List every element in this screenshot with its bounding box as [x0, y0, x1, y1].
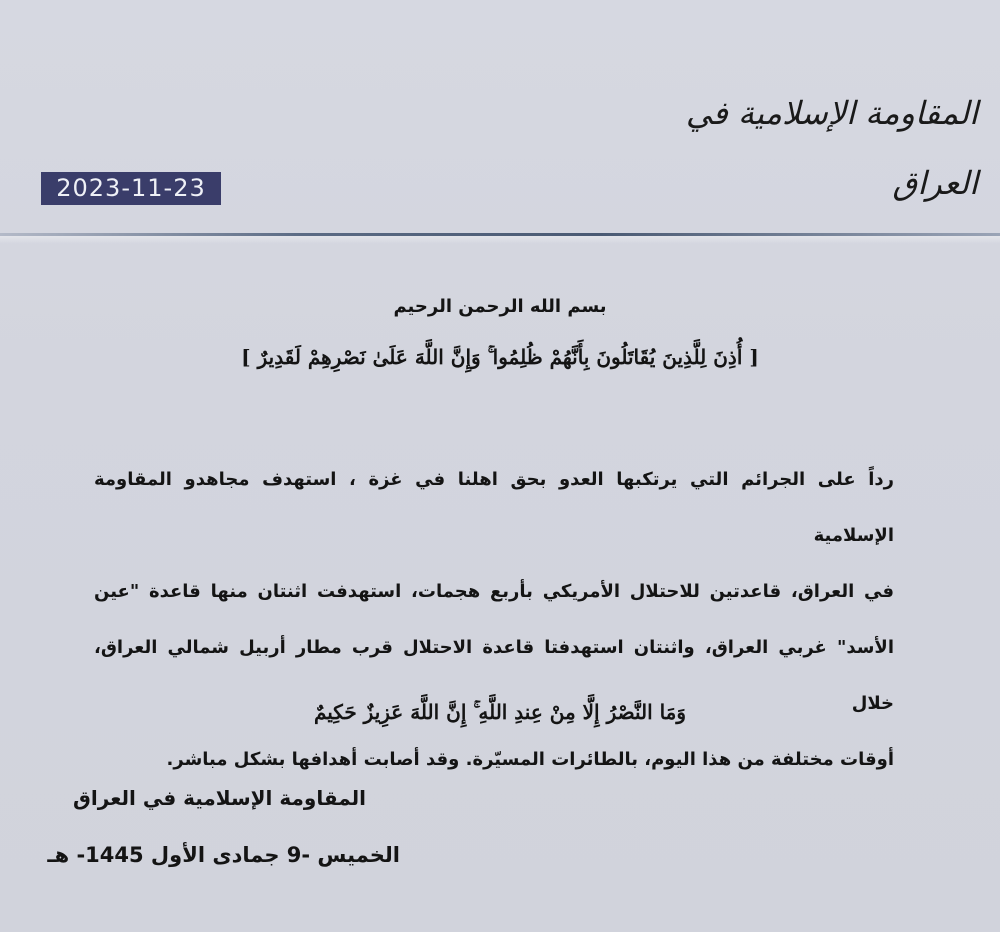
- body-line: في العراق، قاعدتين للاحتلال الأمريكي بأربع هجمات، استهدفت اثنتان منها قاعدة "عين: [94, 581, 894, 602]
- basmala: بسم الله الرحمن الرحيم: [393, 296, 607, 317]
- hijri-date: الخميس -9 جمادى الأول 1445- هـ: [47, 843, 400, 867]
- opening-verse: [ أُذِنَ لِلَّذِينَ يُقَاتَلُونَ بِأَنَّهُمْ ظُلِمُوا ۚ وَإِنَّ اللَّهَ عَلَىٰ نَصْرِهِمْ لَقَدِيرٌ ]: [241, 345, 759, 369]
- body-line: رداً على الجرائم التي يرتكبها العدو بحق اهلنا في غزة ، استهدف مجاهدو المقاومة الإسلامية: [94, 469, 894, 546]
- organization-logo: المقاومة الإسلامية في العراق: [685, 94, 978, 202]
- body-line: الأسد" غربي العراق، واثنتان استهدفتا قاعدة الاحتلال قرب مطار أربيل شمالي العراق، خلال: [94, 637, 894, 714]
- date-badge: 2023-11-23: [41, 172, 221, 205]
- statement-body: [94, 452, 894, 788]
- closing-verse: وَمَا النَّصْرُ إِلَّا مِنْ عِندِ اللَّهِ ۚ إِنَّ اللَّهَ عَزِيزٌ حَكِيمٌ: [313, 700, 687, 724]
- header-divider-shadow: [0, 236, 1000, 244]
- body-line: أوقات مختلفة من هذا اليوم، بالطائرات المسيّرة. وقد أصابت أهدافها بشكل مباشر.: [166, 749, 894, 770]
- signature: المقاومة الإسلامية في العراق: [73, 786, 366, 810]
